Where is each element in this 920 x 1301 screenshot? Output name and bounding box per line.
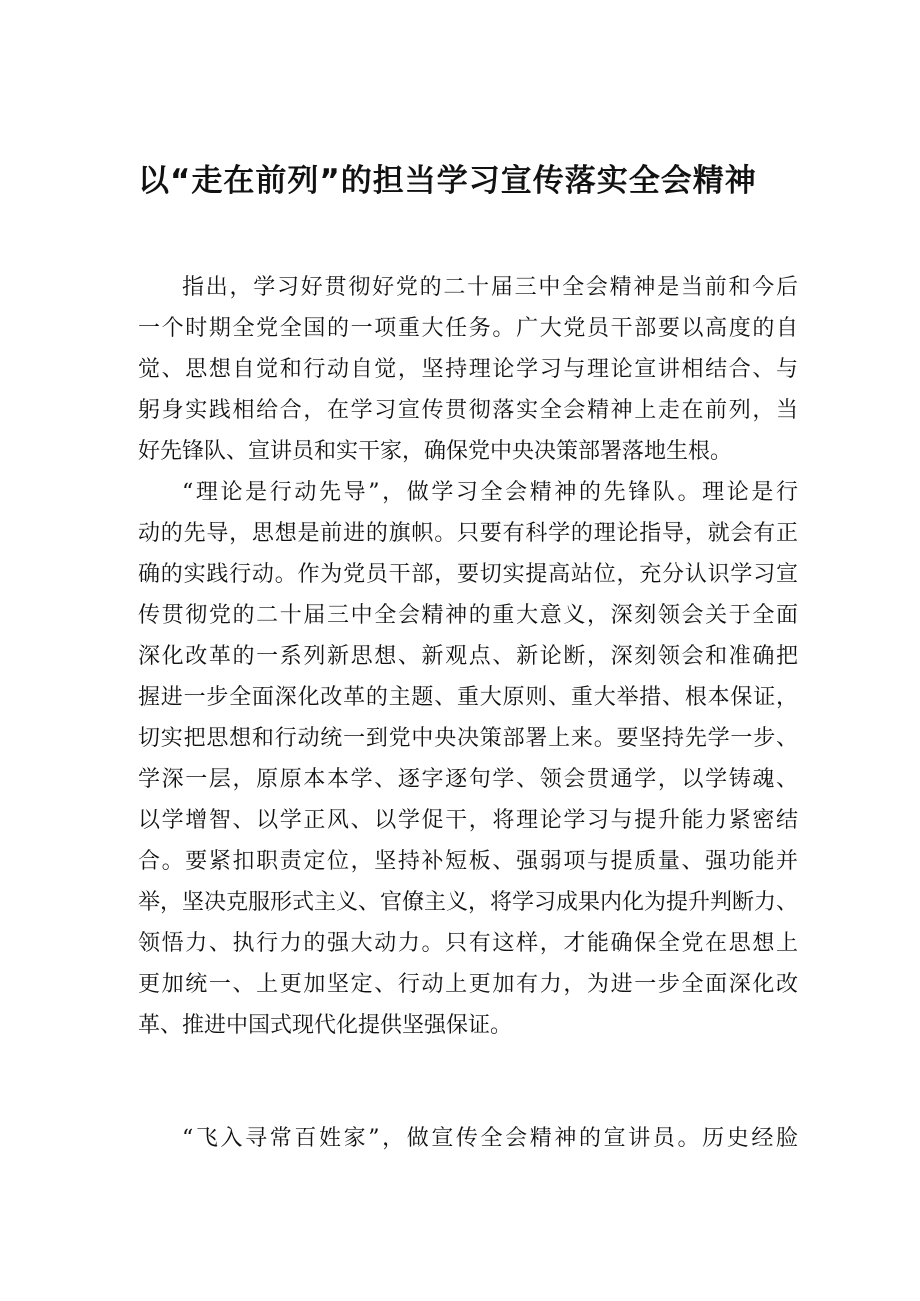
- paragraph-2-line-2: 动的先导，思想是前进的旗帜。只要有科学的理论指导，就会有正: [138, 521, 798, 546]
- paragraph-2-line-1: “理论是行动先导”，做学习全会精神的先锋队。理论是行: [182, 480, 798, 505]
- paragraph-2-line-11: 举，坚决克服形式主义、官僚主义，将学习成果内化为提升判断力、: [138, 890, 799, 915]
- paragraph-2-line-5: 深化改革的一系列新思想、新观点、新论断，深刻领会和准确把: [138, 644, 798, 669]
- paragraph-2-line-14: 革、推进中国式现代化提供坚强保证。: [138, 1013, 513, 1038]
- paragraph-1-line-5: 好先锋队、宣讲员和实干家，确保党中央决策部署落地生根。: [138, 439, 733, 464]
- paragraph-2-line-12: 领悟力、执行力的强大动力。只有这样，才能确保全党在思想上: [138, 931, 798, 956]
- paragraph-2-line-3: 确的实践行动。作为党员干部，要切实提高站位，充分认识学习宣: [138, 562, 798, 587]
- paragraph-1-line-1: 指出，学习好贯彻好党的二十届三中全会精神是当前和今后: [182, 275, 798, 300]
- paragraph-1-line-3: 觉、思想自觉和行动自觉，坚持理论学习与理论宣讲相结合、与: [138, 357, 798, 382]
- paragraph-2-line-10: 合。要紧扣职责定位，坚持补短板、强弱项与提质量、强功能并: [138, 849, 798, 874]
- paragraph-2-line-7: 切实把思想和行动统一到党中央决策部署上来。要坚持先学一步、: [138, 726, 798, 751]
- paragraph-1-line-4: 躬身实践相给合，在学习宣传贯彻落实全会精神上走在前列，当: [138, 398, 798, 423]
- document-title: 以“走在前列”的担当学习宣传落实全会精神: [138, 163, 757, 199]
- paragraph-2-line-8: 学深一层，原原本本学、逐字逐句学、领会贯通学，以学铸魂、: [138, 767, 798, 792]
- paragraph-1-line-2: 一个时期全党全国的一项重大任务。广大党员干部要以高度的自: [138, 316, 798, 341]
- paragraph-2-line-4: 传贯彻党的二十届三中全会精神的重大意义，深刻领会关于全面: [138, 603, 798, 628]
- paragraph-3-line-1: “飞入寻常百姓家”，做宣传全会精神的宣讲员。历史经脸: [182, 1126, 798, 1151]
- paragraph-2-line-9: 以学增智、以学正风、以学促干，将理论学习与提升能力紧密结: [138, 808, 798, 833]
- paragraph-2-line-13: 更加统一、上更加坚定、行动上更加有力，为进一步全面深化改: [138, 972, 798, 997]
- paragraph-2-line-6: 握进一步全面深化改革的主题、重大原则、重大举措、根本保证，: [138, 685, 798, 710]
